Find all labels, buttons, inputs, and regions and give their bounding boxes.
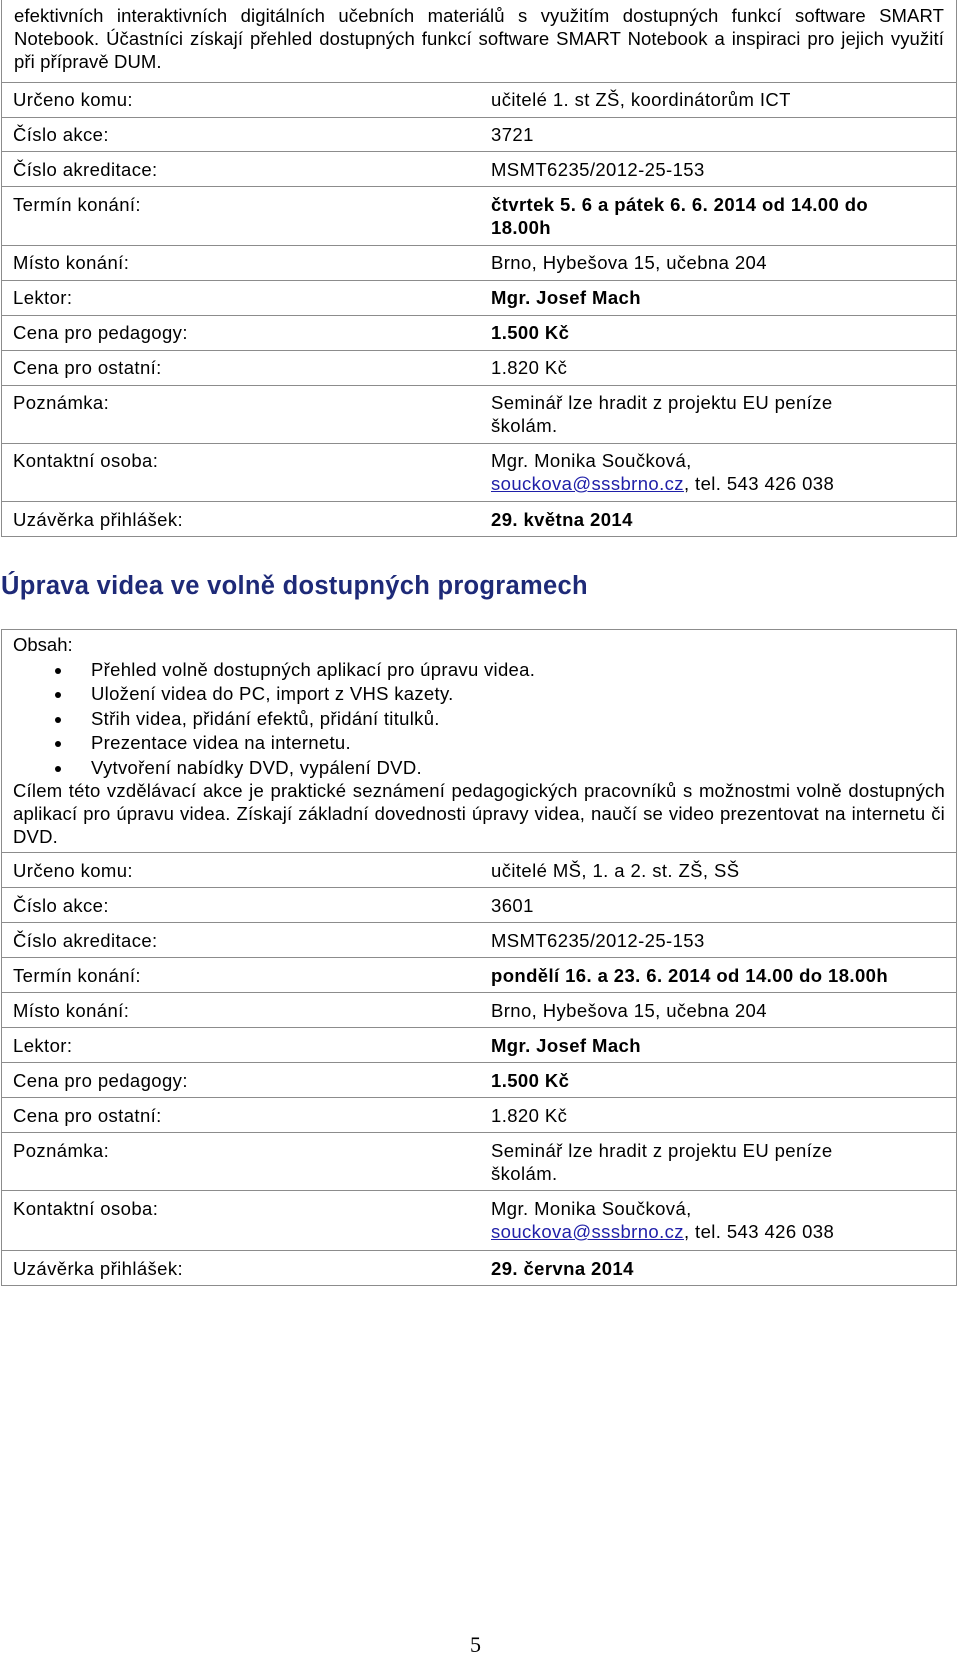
course1-intro: efektivních interaktivních digitálních učebních materiálů s využitím dostupných funkcí software SMART Notebook. Účastníci získají přehled dostupných funkcí software SMART Notebook a inspiraci pro jejich využití při přípravě DUM. xyxy=(14,5,944,72)
list-item: Uložení videa do PC, import z VHS kazety. xyxy=(55,682,535,706)
course1-contact-phone: , tel. 543 426 038 xyxy=(683,473,835,494)
course2-label-number: Číslo akce: xyxy=(13,895,109,916)
course1-value-date: čtvrtek 5. 6 a pátek 6. 6. 2014 od 14.00 do 18.00h xyxy=(491,194,869,238)
course2-value-number: 3601 xyxy=(491,895,534,916)
course2-label-deadline: Uzávěrka přihlášek: xyxy=(13,1258,184,1279)
course2-label-price-teachers: Cena pro pedagogy: xyxy=(13,1070,188,1091)
course2-description: Cílem této vzdělávací akce je praktické seznámení pedagogických pracovníků s možnostmi volně dostupných aplikací pro úpravu videa. Získají základní dovednosti úpravy videa, naučí se video prezentovat na internetu či DVD. xyxy=(13,780,945,847)
course2-contact-phone: , tel. 543 426 038 xyxy=(683,1221,835,1242)
course1-value-price-others: 1.820 Kč xyxy=(491,357,568,378)
bullet-icon xyxy=(55,668,61,674)
course2-value-deadline: 29. června 2014 xyxy=(491,1258,634,1279)
list-item: Vytvoření nabídky DVD, vypálení DVD. xyxy=(55,756,535,780)
course1-label-note: Poznámka: xyxy=(13,392,110,413)
course1-value-target: učitelé 1. st ZŠ, koordinátorům ICT xyxy=(491,89,791,110)
course2-label-target: Určeno komu: xyxy=(13,860,133,881)
bullet-icon xyxy=(55,766,61,772)
course2-content-label: Obsah: xyxy=(13,634,73,655)
list-item: Přehled volně dostupných aplikací pro úpravu videa. xyxy=(55,658,535,682)
course2-title: Úprava videa ve volně dostupných programech xyxy=(1,572,588,600)
course2-content-list xyxy=(55,658,535,780)
course2-value-note: Seminář lze hradit z projektu EU peníze školám. xyxy=(491,1140,833,1184)
course2-label-note: Poznámka: xyxy=(13,1140,110,1161)
course1-contact-email-link[interactable]: souckova@sssbrno.cz xyxy=(491,473,684,494)
course2-label-price-others: Cena pro ostatní: xyxy=(13,1105,162,1126)
course2-label-contact: Kontaktní osoba: xyxy=(13,1198,159,1219)
course1-value-contact xyxy=(491,449,941,495)
course1-value-deadline: 29. května 2014 xyxy=(491,509,633,530)
list-item: Prezentace videa na internetu. xyxy=(55,731,535,755)
course1-value-note: Seminář lze hradit z projektu EU peníze školám. xyxy=(491,392,833,436)
course2-label-date: Termín konání: xyxy=(13,965,141,986)
course2-contact-email-link[interactable]: souckova@sssbrno.cz xyxy=(491,1221,684,1242)
course1-label-date: Termín konání: xyxy=(13,194,141,215)
course1-label-target: Určeno komu: xyxy=(13,89,133,110)
course1-value-number: 3721 xyxy=(491,124,534,145)
course2-value-price-others: 1.820 Kč xyxy=(491,1105,568,1126)
course2-label-accreditation: Číslo akreditace: xyxy=(13,930,158,951)
course1-label-number: Číslo akce: xyxy=(13,124,109,145)
course1-label-price-others: Cena pro ostatní: xyxy=(13,357,162,378)
course1-label-contact: Kontaktní osoba: xyxy=(13,450,159,471)
course1-value-lecturer: Mgr. Josef Mach xyxy=(491,287,641,308)
course1-label-accreditation: Číslo akreditace: xyxy=(13,159,158,180)
page-number: 5 xyxy=(470,1632,481,1657)
course2-value-contact xyxy=(491,1197,941,1243)
course1-label-deadline: Uzávěrka přihlášek: xyxy=(13,509,184,530)
course1-value-accreditation: MSMT6235/2012-25-153 xyxy=(491,159,705,180)
course2-value-accreditation: MSMT6235/2012-25-153 xyxy=(491,930,705,951)
course2-value-price-teachers: 1.500 Kč xyxy=(491,1070,570,1091)
course2-value-date: pondělí 16. a 23. 6. 2014 od 14.00 do 18.00h xyxy=(491,965,889,986)
bullet-icon xyxy=(55,717,61,723)
bullet-icon xyxy=(55,692,61,698)
course1-contact-name: Mgr. Monika Součková, xyxy=(491,450,692,471)
course2-value-place: Brno, Hybešova 15, učebna 204 xyxy=(491,1000,767,1021)
list-item: Střih videa, přidání efektů, přidání titulků. xyxy=(55,707,535,731)
course1-label-lecturer: Lektor: xyxy=(13,287,73,308)
course1-label-price-teachers: Cena pro pedagogy: xyxy=(13,322,188,343)
course1-value-place: Brno, Hybešova 15, učebna 204 xyxy=(491,252,767,273)
course1-value-price-teachers: 1.500 Kč xyxy=(491,322,570,343)
course2-label-place: Místo konání: xyxy=(13,1000,130,1021)
bullet-icon xyxy=(55,741,61,747)
course2-value-target: učitelé MŠ, 1. a 2. st. ZŠ, SŠ xyxy=(491,860,740,881)
course2-contact-name: Mgr. Monika Součková, xyxy=(491,1198,692,1219)
course2-value-lecturer: Mgr. Josef Mach xyxy=(491,1035,641,1056)
course2-label-lecturer: Lektor: xyxy=(13,1035,73,1056)
course1-label-place: Místo konání: xyxy=(13,252,130,273)
